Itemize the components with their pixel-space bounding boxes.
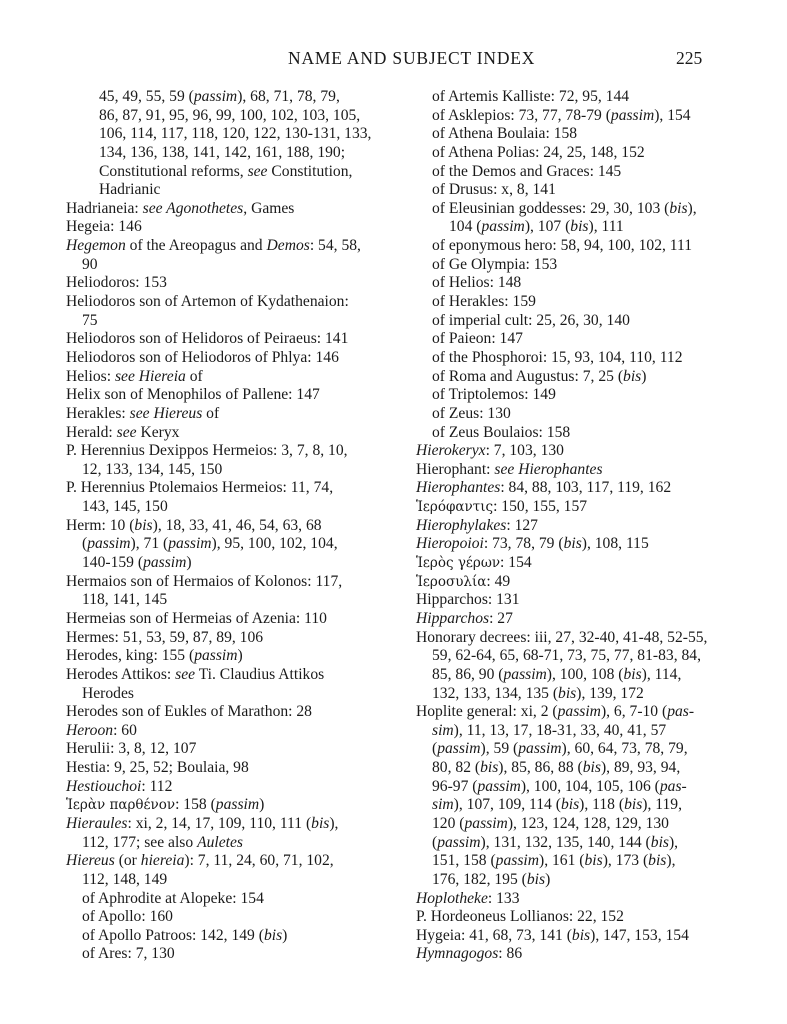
index-line: Herulii: 3, 8, 12, 107 (66, 740, 197, 758)
index-line: 90 (82, 255, 98, 273)
index-line: Hymnagogos: 86 (416, 945, 523, 963)
index-line: of the Demos and Graces: 145 (432, 162, 622, 180)
index-line: Heliodoros: 153 (66, 274, 167, 292)
index-line: Herakles: see Hiereus of (66, 404, 220, 422)
index-line: of the Phosphoroi: 15, 93, 104, 110, 112 (432, 348, 683, 366)
index-line: Hestia: 9, 25, 52; Boulaia, 98 (66, 759, 249, 777)
index-line: Hierophantes: 84, 88, 103, 117, 119, 162 (416, 479, 672, 497)
index-line: of eponymous hero: 58, 94, 100, 102, 111 (432, 237, 693, 255)
index-column-right (416, 88, 741, 964)
index-line: (passim), 71 (passim), 95, 100, 102, 104, (82, 535, 338, 553)
index-line: Hieraules: xi, 2, 14, 17, 109, 110, 111 (bis), (66, 814, 339, 832)
index-line: 118, 141, 145 (82, 591, 168, 609)
index-line: 59, 62-64, 65, 68-71, 73, 75, 77, 81-83, 84, (432, 647, 701, 665)
index-line: 86, 87, 91, 95, 96, 99, 100, 102, 103, 105, (99, 106, 361, 124)
index-line: sim), 11, 13, 17, 18-31, 33, 40, 41, 57 (432, 721, 667, 739)
index-line: 85, 86, 90 (passim), 100, 108 (bis), 114, (432, 665, 682, 683)
index-line: Hiereus (or hiereia): 7, 11, 24, 60, 71, 102, (66, 852, 334, 870)
index-line: 134, 136, 138, 141, 142, 161, 188, 190; (99, 143, 346, 161)
index-line: Herald: see Keryx (66, 423, 180, 441)
index-line: of Zeus Boulaios: 158 (432, 423, 571, 441)
index-line: 45, 49, 55, 59 (passim), 68, 71, 78, 79, (99, 88, 340, 105)
index-line: 106, 114, 117, 118, 120, 122, 130-131, 133, (99, 125, 372, 143)
index-line: Hadrianeia: see Agonothetes, Games (66, 199, 295, 217)
index-line: of Ge Olympia: 153 (432, 255, 558, 273)
index-line: of Aphrodite at Alopeke: 154 (82, 889, 264, 907)
index-line: Hermes: 51, 53, 59, 87, 89, 106 (66, 628, 264, 646)
index-line: sim), 107, 109, 114 (bis), 118 (bis), 119, (432, 796, 682, 814)
index-line: of Triptolemos: 149 (432, 386, 556, 404)
index-line: Hermeias son of Hermeias of Azenia: 110 (66, 609, 327, 627)
index-line: 75 (82, 311, 98, 329)
index-line: Hegemon of the Areopagus and Demos: 54, 58, (66, 237, 361, 255)
index-line: (passim), 59 (passim), 60, 64, 73, 78, 79, (432, 740, 688, 758)
index-line: of Athena Boulaia: 158 (432, 125, 578, 143)
index-line: Honorary decrees: iii, 27, 32-40, 41-48, 52-55, (416, 628, 708, 646)
index-line: Hieropoioi: 73, 78, 79 (bis), 108, 115 (416, 535, 649, 553)
index-line: of imperial cult: 25, 26, 30, 140 (432, 311, 630, 329)
index-line: Heliodoros son of Helidoros of Peiraeus: 141 (66, 330, 349, 348)
index-line: Hygeia: 41, 68, 73, 141 (bis), 147, 153, 154 (416, 926, 689, 944)
index-line: Herodes son of Eukles of Marathon: 28 (66, 703, 312, 721)
index-line: Hipparchos: 27 (416, 609, 513, 627)
index-line: P. Hordeoneus Lollianos: 22, 152 (416, 908, 624, 926)
index-line: P. Herennius Ptolemaios Hermeios: 11, 74, (66, 479, 334, 497)
index-line: Constitutional reforms, see Constitution, (99, 162, 353, 180)
index-line: Heliodoros son of Artemon of Kydathenaion: (66, 293, 349, 311)
page-title: NAME AND SUBJECT INDEX (288, 48, 536, 68)
index-line: Helix son of Menophilos of Pallene: 147 (66, 386, 320, 404)
index-line: Ἱερὸς γέρων: 154 (416, 554, 532, 572)
index-line: of Ares: 7, 130 (82, 945, 175, 963)
index-line: 151, 158 (passim), 161 (bis), 173 (bis), (432, 852, 676, 870)
index-line: 12, 133, 134, 145, 150 (82, 460, 223, 478)
index-line: of Athena Polias: 24, 25, 148, 152 (432, 143, 645, 161)
index-line: 112, 177; see also Auletes (82, 833, 243, 851)
index-line: of Drusus: x, 8, 141 (432, 181, 556, 199)
index-line: Hegeia: 146 (66, 218, 142, 236)
index-line: (passim), 131, 132, 135, 140, 144 (bis), (432, 833, 679, 851)
running-header (0, 48, 787, 76)
index-line: of Roma and Augustus: 7, 25 (bis) (432, 367, 647, 385)
index-line: Heliodoros son of Heliodoros of Phlya: 146 (66, 348, 339, 366)
index-line: Hierophylakes: 127 (416, 516, 538, 534)
index-line: Hierokeryx: 7, 103, 130 (416, 442, 564, 460)
index-line: 132, 133, 134, 135 (bis), 139, 172 (432, 684, 644, 702)
index-line: Herodes, king: 155 (passim) (66, 647, 243, 665)
index-line: Hoplotheke: 133 (416, 889, 520, 907)
index-line: 140-159 (passim) (82, 554, 192, 572)
index-line: Herodes (82, 684, 134, 702)
index-line: of Eleusinian goddesses: 29, 30, 103 (bis), (432, 199, 697, 217)
index-line: 112, 148, 149 (82, 870, 168, 888)
index-line: Helios: see Hiereia of (66, 367, 203, 385)
index-line: Hoplite general: xi, 2 (passim), 6, 7-10 (pas- (416, 703, 695, 721)
index-line: Herm: 10 (bis), 18, 33, 41, 46, 54, 63, 68 (66, 516, 322, 534)
index-line: 104 (passim), 107 (bis), 111 (449, 218, 624, 236)
index-line: Hierophant: see Hierophantes (416, 460, 603, 478)
index-line: 143, 145, 150 (82, 498, 168, 516)
index-line: Herodes Attikos: see Ti. Claudius Attikos (66, 665, 325, 683)
index-line: P. Herennius Dexippos Hermeios: 3, 7, 8, 10, (66, 442, 348, 460)
index-line: of Herakles: 159 (432, 293, 536, 311)
index-line: of Artemis Kalliste: 72, 95, 144 (432, 88, 630, 105)
index-line: of Zeus: 130 (432, 404, 511, 422)
index-line: of Paieon: 147 (432, 330, 523, 348)
index-line: of Asklepios: 73, 77, 78-79 (passim), 154 (432, 106, 691, 124)
page-number: 225 (676, 48, 703, 68)
index-line: of Apollo Patroos: 142, 149 (bis) (82, 926, 288, 944)
index-line: 96-97 (passim), 100, 104, 105, 106 (pas- (432, 777, 687, 795)
index-line: 80, 82 (bis), 85, 86, 88 (bis), 89, 93, 94, (432, 759, 681, 777)
index-line: Hipparchos: 131 (416, 591, 520, 609)
index-line: of Helios: 148 (432, 274, 522, 292)
index-line: Hestiouchoi: 112 (66, 777, 173, 795)
index-line: of Apollo: 160 (82, 908, 173, 926)
index-line: Hadrianic (99, 181, 161, 199)
index-line: Hermaios son of Hermaios of Kolonos: 117, (66, 572, 343, 590)
index-line: Ἱερὰν παρθένον: 158 (passim) (66, 796, 265, 814)
index-line: Ἱερόφαντις: 150, 155, 157 (416, 498, 588, 516)
index-column-left (66, 88, 396, 964)
index-line: Heroon: 60 (66, 721, 137, 739)
index-line: 120 (passim), 123, 124, 128, 129, 130 (432, 814, 669, 832)
index-line: Ἱεροσυλία: 49 (416, 572, 511, 590)
index-line: 176, 182, 195 (bis) (432, 870, 551, 888)
